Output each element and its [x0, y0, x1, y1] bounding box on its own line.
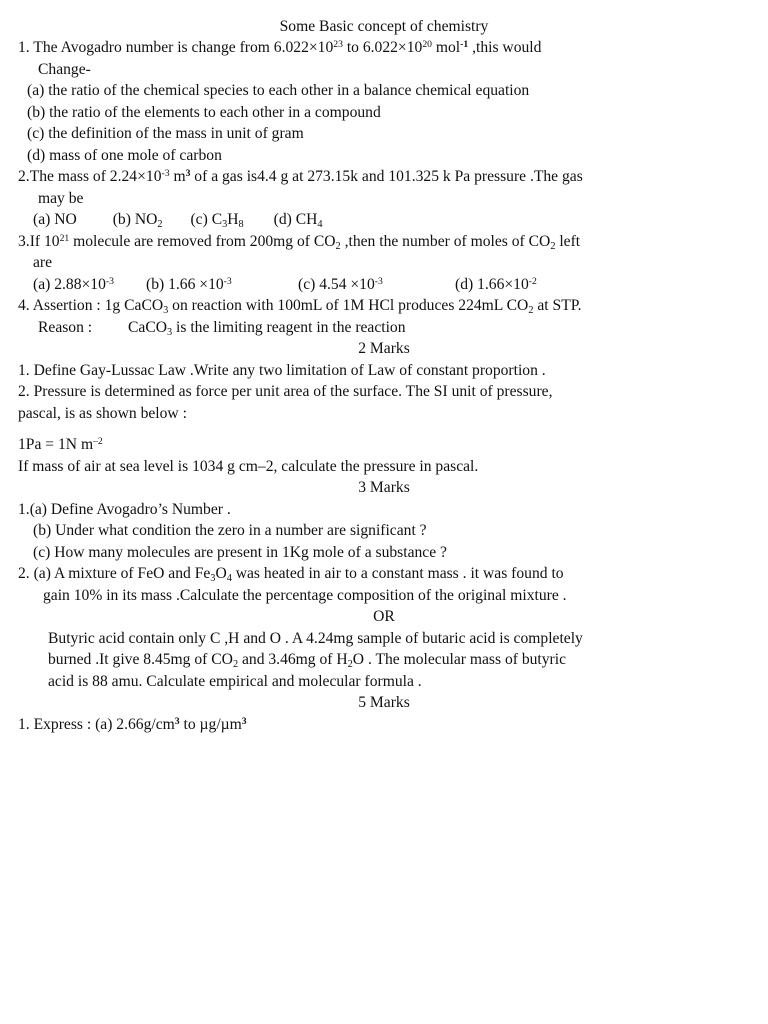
text: 1. The Avogadro number is change from 6.022×10 [18, 39, 334, 56]
s3-q1c: (c) How many molecules are present in 1Kg mole of a substance ? [33, 544, 447, 561]
superscript: 20 [422, 38, 432, 50]
text: on reaction with 100mL of 1M HCl produces 224mL CO [168, 297, 529, 314]
text: H [227, 211, 239, 228]
q2-option-b [113, 211, 163, 228]
q1-option-a: (a) the ratio of the chemical species to each other in a balance chemical equation [27, 82, 530, 99]
text: left [555, 233, 581, 250]
subscript: 2 [232, 658, 239, 670]
subscript: 3 [166, 326, 173, 338]
q2-line1 [18, 166, 583, 188]
page-title: Some Basic concept of chemistry [279, 18, 489, 35]
text: to µg/µm [179, 716, 242, 733]
text: (c) 4.54 ×10 [298, 276, 375, 293]
text: (b) 1.66 ×10 [146, 276, 224, 293]
s2-formula [18, 434, 103, 456]
text: to 6.022×10 [342, 39, 423, 56]
text: O [215, 565, 227, 582]
subscript: 2 [157, 218, 163, 230]
text: of a gas is4.4 g at 273.15k and 101.325 k Pa pressure .The gas [190, 168, 583, 185]
text: ,this would [468, 39, 542, 56]
text: (c) C [190, 211, 223, 228]
s3-q1a: 1.(a) Define Avogadro’s Number . [18, 501, 231, 518]
q3-line1 [18, 231, 580, 253]
text: molecule are removed from 200mg of CO [69, 233, 336, 250]
subscript: 2 [335, 240, 341, 252]
section-heading-5-marks: 5 Marks [358, 694, 410, 711]
q4-reason [128, 317, 406, 339]
superscript: 23 [333, 38, 343, 50]
s2-q2-line3: If mass of air at sea level is 1034 g cm–2, calculate the pressure in pascal. [18, 458, 479, 475]
subscript: 3 [222, 218, 228, 230]
q2-option-a: (a) NO [33, 211, 77, 228]
superscript: -3 [374, 275, 383, 287]
text: (d) CH [273, 211, 318, 228]
q2-options [33, 209, 323, 231]
superscript: -3 [223, 275, 232, 287]
s2-q2-line2: pascal, is as shown below : [18, 405, 187, 422]
or-divider: OR [373, 608, 395, 625]
text: burned .It give 8.45mg of CO [48, 651, 233, 668]
text: (a) 2.88×10 [33, 276, 106, 293]
q1-option-b: (b) the ratio of the elements to each other in a compound [27, 104, 381, 121]
superscript: 3 [174, 715, 180, 727]
subscript: 2 [550, 240, 556, 252]
text: 4. Assertion : 1g CaCO [18, 297, 164, 314]
superscript: 21 [59, 232, 70, 244]
superscript: -1 [460, 38, 469, 50]
section-heading-3-marks: 3 Marks [358, 479, 410, 496]
s3-q2-line1 [18, 563, 564, 585]
superscript: –2 [93, 435, 103, 447]
text: ,then the number of moles of CO [340, 233, 551, 250]
superscript: -2 [528, 275, 537, 287]
text: mol [431, 39, 461, 56]
subscript: 2 [347, 658, 353, 670]
s2-q1: 1. Define Gay-Lussac Law .Write any two limitation of Law of constant proportion . [18, 362, 546, 379]
q3-option-d [455, 274, 537, 296]
text: 3.If 10 [18, 233, 60, 250]
s3-q2-line2: gain 10% in its mass .Calculate the percentage composition of the original mixture . [43, 587, 567, 604]
text: m [169, 168, 186, 185]
subscript: 2 [528, 304, 534, 316]
q3-line2: are [33, 254, 53, 271]
superscript: 3 [185, 167, 191, 179]
superscript: 3 [241, 715, 247, 727]
q3-option-b [146, 274, 232, 296]
q1-line2: Change- [38, 61, 91, 78]
text: (d) 1.66×10 [455, 276, 529, 293]
q1-option-c: (c) the definition of the mass in unit of gram [27, 125, 304, 142]
superscript: -3 [161, 167, 170, 179]
section-heading-2-marks: 2 Marks [358, 340, 410, 357]
q1-option-d: (d) mass of one mole of carbon [27, 147, 222, 164]
q1-line1 [18, 37, 541, 59]
subscript: 4 [226, 572, 232, 584]
s5-q1 [18, 714, 247, 736]
subscript: 3 [210, 572, 216, 584]
text: CaCO [128, 319, 167, 336]
subscript: 8 [238, 218, 244, 230]
subscript: 3 [163, 304, 169, 316]
text: is the limiting reagent in the reaction [172, 319, 406, 336]
q2-option-d [274, 211, 323, 228]
text: 1. Express : (a) 2.66g/cm [18, 716, 175, 733]
q3-option-c [298, 274, 383, 296]
q2-option-c [190, 211, 243, 228]
text: 2.The mass of 2.24×10 [18, 168, 162, 185]
q2-line2: may be [38, 190, 84, 207]
q4-reason-label: Reason : [38, 319, 93, 336]
text: 2. (a) A mixture of FeO and Fe [18, 565, 211, 582]
s2-q2-line1: 2. Pressure is determined as force per unit area of the surface. The SI unit of pressure, [18, 383, 553, 400]
text: (b) NO [112, 211, 158, 228]
text: O . The molecular mass of butyric [352, 651, 567, 668]
superscript: -3 [105, 275, 114, 287]
text: and 3.46mg of H [238, 651, 348, 668]
q3-option-a [33, 274, 114, 296]
text: was heated in air to a constant mass . it was found to [231, 565, 564, 582]
s3-alt-line1: Butyric acid contain only C ,H and O . A 4.24mg sample of butaric acid is completely [48, 630, 583, 647]
subscript: 4 [317, 218, 323, 230]
s3-alt-line2 [48, 649, 566, 671]
text: at STP. [533, 297, 582, 314]
s3-q1b: (b) Under what condition the zero in a number are significant ? [33, 522, 427, 539]
q4-assertion [18, 295, 582, 317]
text: 1Pa = 1N m [18, 436, 94, 453]
s3-alt-line3: acid is 88 amu. Calculate empirical and molecular formula . [48, 673, 422, 690]
